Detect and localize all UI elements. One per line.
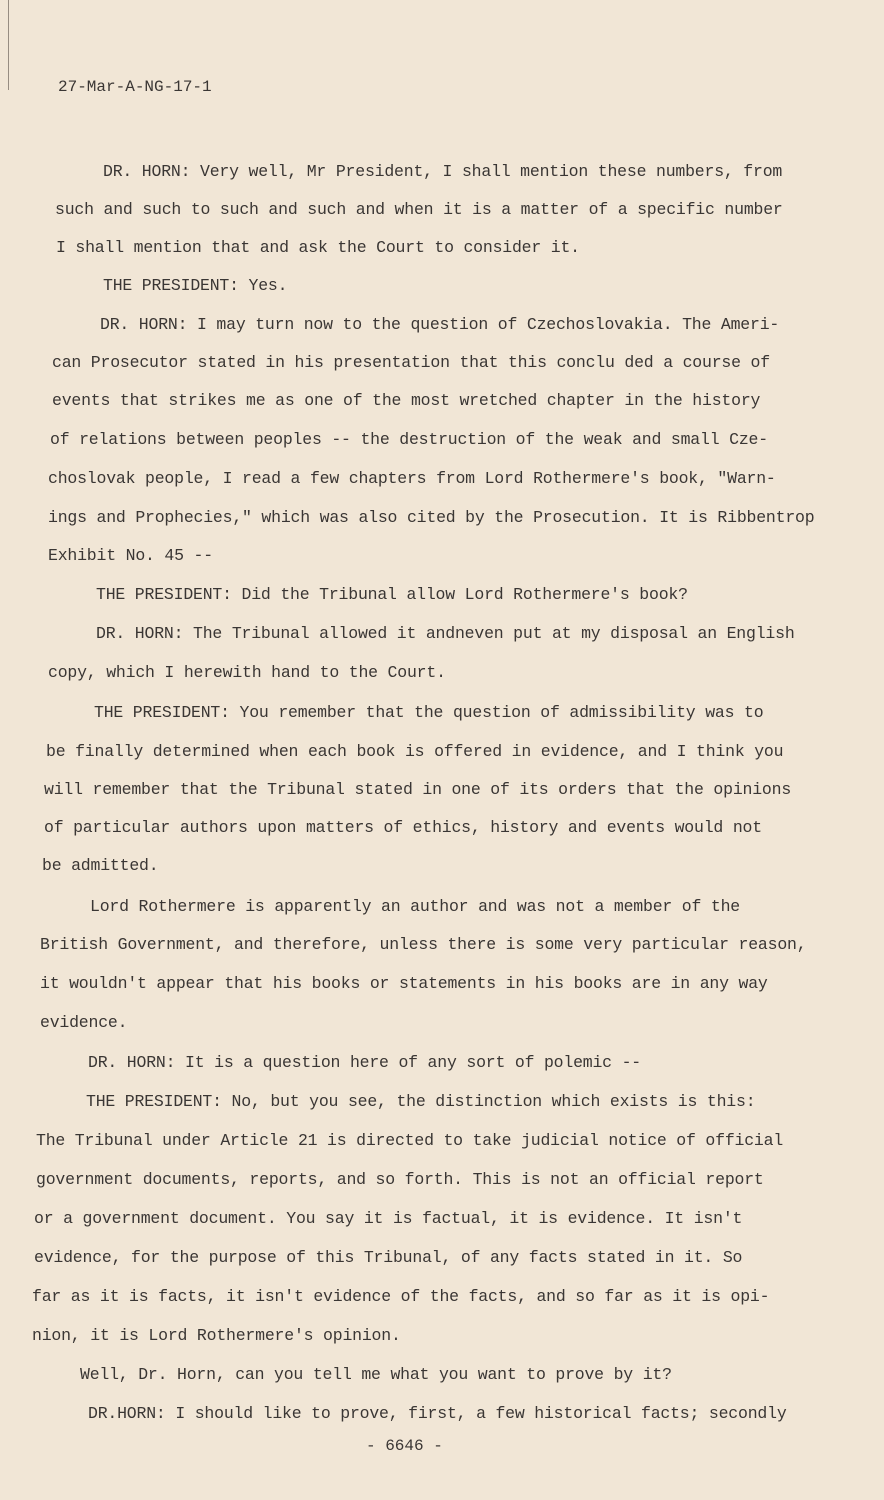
text-line: British Government, and therefore, unless there is some very particular reason, — [40, 935, 807, 954]
text-line: Well, Dr. Horn, can you tell me what you want to prove by it? — [80, 1365, 672, 1384]
text-line: DR. HORN: Very well, Mr President, I shall mention these numbers, from — [103, 162, 783, 181]
text-line: be admitted. — [42, 856, 159, 875]
text-line: Lord Rothermere is apparently an author and was not a member of the — [90, 897, 741, 916]
text-line: evidence. — [40, 1013, 128, 1032]
text-line: it wouldn't appear that his books or statements in his books are in any way — [40, 974, 768, 993]
page-number: - 6646 - — [366, 1437, 443, 1455]
text-line: can Prosecutor stated in his presentation that this conclu ded a course of — [52, 353, 770, 372]
text-line: be finally determined when each book is offered in evidence, and I think you — [46, 742, 784, 761]
text-line: DR. HORN: I may turn now to the question of Czechoslovakia. The Ameri- — [100, 315, 780, 334]
text-line: copy, which I herewith hand to the Court. — [48, 663, 446, 682]
text-line: The Tribunal under Article 21 is directed to take judicial notice of official — [36, 1131, 784, 1150]
page-edge-mark — [8, 0, 9, 90]
text-line: DR. HORN: It is a question here of any sort of polemic -- — [88, 1053, 641, 1072]
text-line: DR.HORN: I should like to prove, first, a few historical facts; secondly — [88, 1404, 787, 1423]
text-line: THE PRESIDENT: You remember that the question of admissibility was to — [94, 703, 764, 722]
text-line: choslovak people, I read a few chapters from Lord Rothermere's book, "Warn- — [48, 469, 776, 488]
text-line: THE PRESIDENT: No, but you see, the distinction which exists is this: — [86, 1092, 756, 1111]
text-line: will remember that the Tribunal stated in one of its orders that the opinions — [44, 780, 792, 799]
text-line: government documents, reports, and so forth. This is not an official report — [36, 1170, 764, 1189]
document-reference: 27-Mar-A-NG-17-1 — [58, 78, 212, 96]
text-line: or a government document. You say it is factual, it is evidence. It isn't — [34, 1209, 743, 1228]
text-line: of relations between peoples -- the destruction of the weak and small Cze- — [50, 430, 768, 449]
text-line: of particular authors upon matters of ethics, history and events would not — [44, 818, 762, 837]
text-line: far as it is facts, it isn't evidence of the facts, and so far as it is opi- — [32, 1287, 770, 1306]
text-line: nion, it is Lord Rothermere's opinion. — [32, 1326, 401, 1345]
text-line: Exhibit No. 45 -- — [48, 546, 213, 565]
text-line: events that strikes me as one of the most wretched chapter in the history — [52, 391, 761, 410]
text-line: THE PRESIDENT: Did the Tribunal allow Lord Rothermere's book? — [96, 585, 688, 604]
text-line: such and such to such and such and when it is a matter of a specific number — [55, 200, 783, 219]
text-line: ings and Prophecies," which was also cited by the Prosecution. It is Ribbentrop — [48, 508, 815, 527]
text-line: I shall mention that and ask the Court to consider it. — [56, 238, 580, 257]
text-line: THE PRESIDENT: Yes. — [103, 276, 288, 295]
text-line: DR. HORN: The Tribunal allowed it andneven put at my disposal an English — [96, 624, 795, 643]
text-line: evidence, for the purpose of this Tribunal, of any facts stated in it. So — [34, 1248, 743, 1267]
